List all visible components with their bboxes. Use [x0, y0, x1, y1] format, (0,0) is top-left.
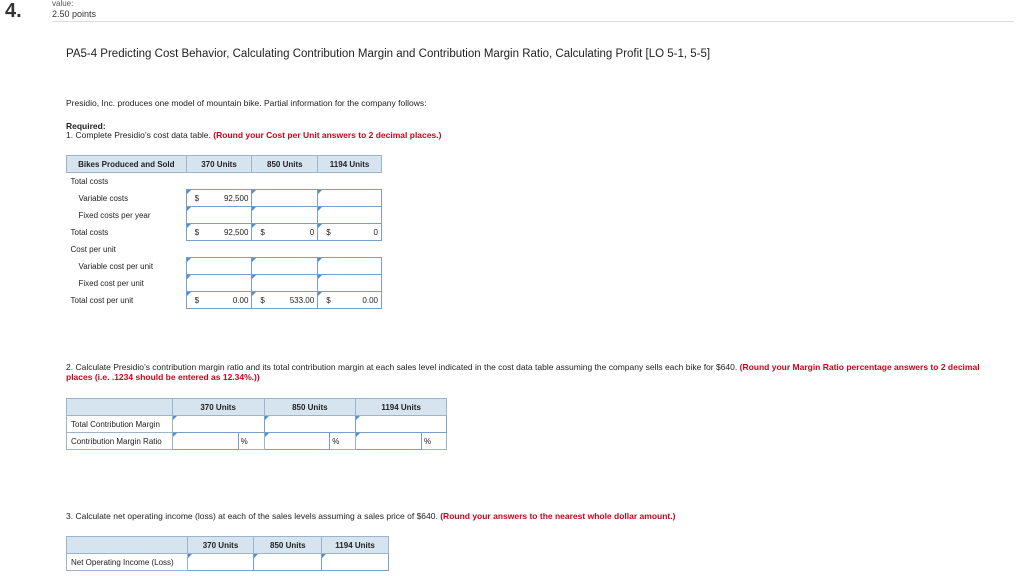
variable-costs-1194-input[interactable]: [318, 190, 382, 207]
vcpu-850-input[interactable]: [252, 258, 318, 275]
header-850: 850 Units: [254, 537, 322, 554]
part1-instructions: [66, 130, 441, 140]
total-costs-850: [252, 224, 318, 241]
fcpu-1194-input[interactable]: [318, 275, 382, 292]
noi-850-input[interactable]: [254, 554, 322, 571]
tcpu-850-value: 533.00: [289, 296, 315, 305]
header-bikes: Bikes Produced and Sold: [67, 156, 187, 173]
row-label-variable-costs: Variable costs: [78, 193, 129, 203]
part2-text: 2. Calculate Presidio’s contribution margin ratio and its total contribution margin at each sales level indicated in the cost data table assuming the company sells each bike for $640.: [66, 362, 738, 372]
total-costs-1194: [318, 224, 382, 241]
part3-instructions: [66, 511, 675, 521]
net-operating-income-table: [66, 536, 389, 571]
currency-sign: $: [194, 194, 200, 203]
header-blank: [67, 537, 188, 554]
value-label: value:: [52, 0, 74, 8]
row-label-total-cm: Total Contribution Margin: [67, 416, 173, 433]
cost-data-table: [66, 155, 382, 309]
percent-sign: %: [330, 433, 356, 450]
header-370: 370 Units: [172, 399, 264, 416]
total-costs-1194-value: 0: [373, 228, 378, 237]
total-cm-850-input[interactable]: [264, 416, 356, 433]
variable-costs-370-input[interactable]: [186, 190, 252, 207]
question-number: 4.: [5, 0, 22, 22]
total-cm-370-input[interactable]: [172, 416, 264, 433]
points-label: 2.50 points: [52, 9, 97, 19]
cm-ratio-1194-input[interactable]: [356, 433, 422, 450]
row-label-total-cost-per-unit: Total cost per unit: [70, 295, 134, 305]
tcpu-1194-value: 0.00: [362, 296, 378, 305]
part3-note: (Round your answers to the nearest whole dollar amount.): [440, 511, 676, 521]
header-1194: 1194 Units: [318, 156, 382, 173]
header-divider: [52, 21, 1014, 22]
total-costs-370-value: 92,500: [223, 228, 249, 237]
vcpu-1194-input[interactable]: [318, 258, 382, 275]
currency-sign: $: [260, 228, 265, 237]
part2-note: (Round your Margin Ratio percentage answers to 2 decimal places (i.e. .1234 should be entered as 12.34%.)): [66, 362, 980, 382]
header-850: 850 Units: [264, 399, 356, 416]
problem-title: PA5-4 Predicting Cost Behavior, Calculating Contribution Margin and Contribution Margin Ratio, Calculating Profit [LO 5-1, 5-5]: [66, 48, 711, 60]
header-1194: 1194 Units: [356, 399, 447, 416]
intro-text: Presidio, Inc. produces one model of mountain bike. Partial information for the company follows:: [66, 98, 427, 108]
fixed-costs-1194-input[interactable]: [318, 207, 382, 224]
row-label-variable-cost-per-unit: Variable cost per unit: [78, 261, 154, 271]
fixed-costs-370-input[interactable]: [186, 207, 252, 224]
header-370: 370 Units: [187, 537, 254, 554]
variable-costs-370-value: 92,500: [223, 194, 249, 203]
part1-text: 1. Complete Presidio’s cost data table.: [66, 130, 211, 140]
header-850: 850 Units: [252, 156, 318, 173]
total-costs-370: [186, 224, 252, 241]
part1-note: (Round your Cost per Unit answers to 2 decimal places.): [213, 130, 442, 140]
row-label-total-costs-sum: Total costs: [70, 227, 109, 237]
row-label-fixed-cost-per-unit: Fixed cost per unit: [78, 278, 144, 288]
header-blank: [67, 399, 173, 416]
tcpu-850: [252, 292, 318, 309]
total-costs-850-value: 0: [309, 228, 315, 237]
currency-sign: $: [194, 296, 200, 305]
row-label-cost-per-unit: Cost per unit: [70, 244, 116, 254]
vcpu-370-input[interactable]: [186, 258, 252, 275]
contribution-margin-table: [66, 398, 447, 450]
noi-370-input[interactable]: [187, 554, 254, 571]
required-label: Required:: [66, 121, 106, 131]
percent-sign: %: [422, 433, 447, 450]
currency-sign: $: [326, 296, 331, 305]
currency-sign: $: [260, 296, 265, 305]
tcpu-370-value: 0.00: [232, 296, 249, 305]
row-label-total-costs: Total costs: [70, 176, 109, 186]
percent-sign: %: [238, 433, 264, 450]
fcpu-370-input[interactable]: [186, 275, 252, 292]
part3-text: 3. Calculate net operating income (loss) at each of the sales levels assuming a sales price of $640.: [66, 511, 438, 521]
cm-ratio-370-input[interactable]: [172, 433, 238, 450]
header-1194: 1194 Units: [322, 537, 389, 554]
row-label-noi: Net Operating Income (Loss): [67, 554, 188, 571]
row-label-fixed-costs: Fixed costs per year: [78, 210, 151, 220]
row-label-cm-ratio: Contribution Margin Ratio: [67, 433, 173, 450]
part2-instructions: [66, 362, 996, 382]
tcpu-370: [186, 292, 252, 309]
currency-sign: $: [326, 228, 331, 237]
header-370: 370 Units: [186, 156, 252, 173]
tcpu-1194: [318, 292, 382, 309]
fcpu-850-input[interactable]: [252, 275, 318, 292]
variable-costs-850-input[interactable]: [252, 190, 318, 207]
fixed-costs-850-input[interactable]: [252, 207, 318, 224]
total-cm-1194-input[interactable]: [356, 416, 447, 433]
noi-1194-input[interactable]: [322, 554, 389, 571]
cm-ratio-850-input[interactable]: [264, 433, 330, 450]
currency-sign: $: [194, 228, 200, 237]
